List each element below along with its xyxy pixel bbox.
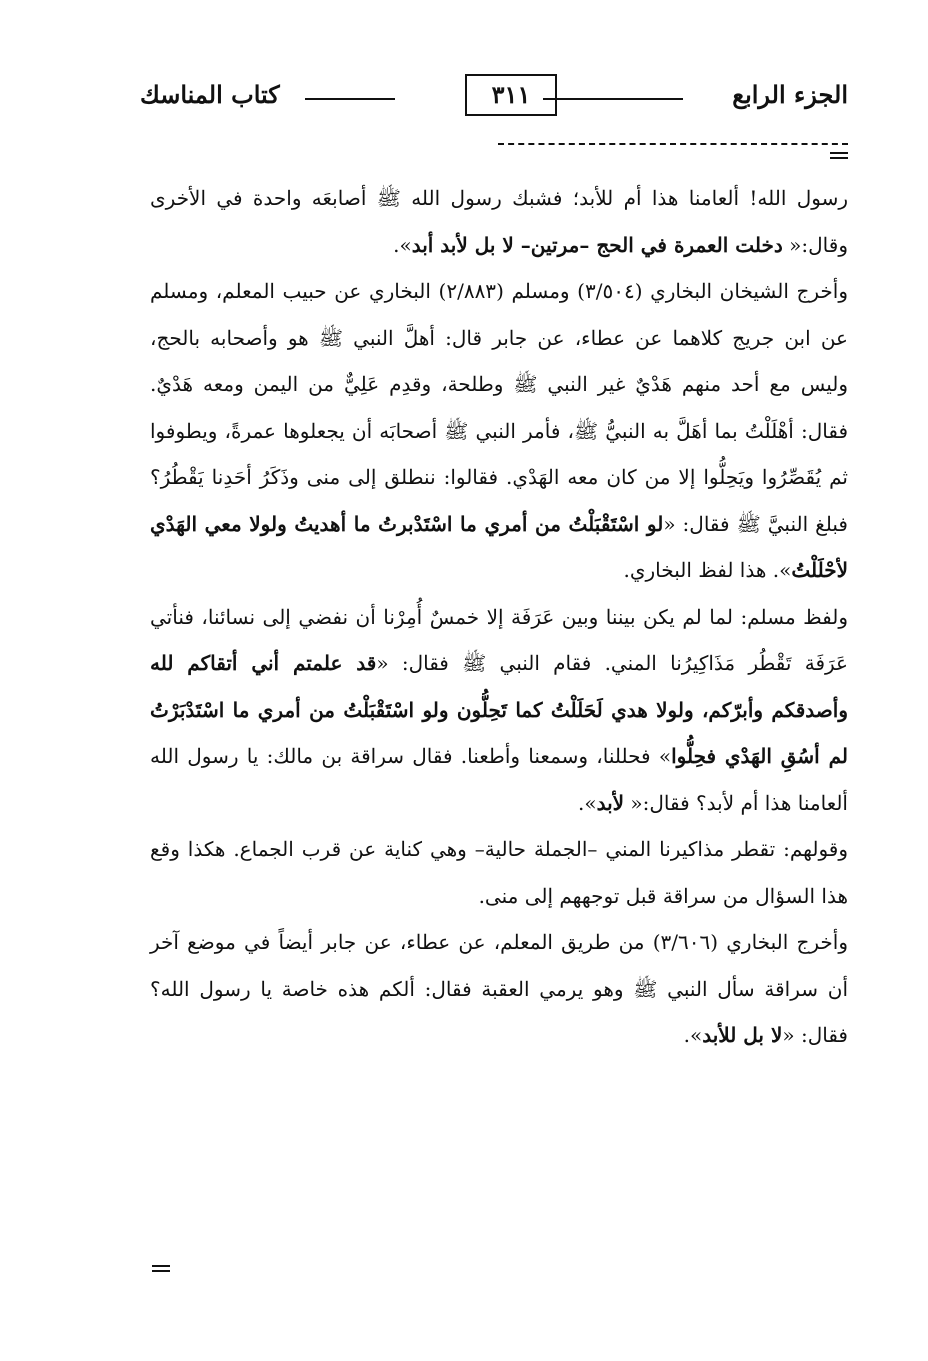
paragraph-2: وأخرج الشيخان البخاري (٣/٥٠٤) ومسلم (٢/٨٨٣) البخاري عن حبيب المعلم، ومسلم عن ابن جريج كلاهما عن عطاء، عن جابر قال: أهلَّ النبي ﷺ هو وأصحابه بالحج، وليس مع أحد منهم هَدْيٌ غير النبي ﷺ وطلحة، وقدِم عَلِيٌّ من اليمن ومعه هَدْيٌ. فقال: أهْلَلْتُ بما أهَلَّ به النبيُّ ﷺ، فأمر النبي ﷺ أصحابَه أن يجعلوها عمرةً، ويطوفوا ثم يُقَصِّرُوا ويَحِلُّوا إلا من كان معه الهَدْي. فقالوا: ننطلق إلى منى وذَكَرُ أحَدِنا يَقْطُرُ؟ فبلغ النبيَّ ﷺ فقال: «لو اسْتَقْبَلْتُ من أمري ما اسْتَدْبرتُ ما أهديتُ ولولا معي الهَدْي لأحْلَلْتُ». هذا لفظ البخاري. <box>150 279 848 582</box>
body-text <box>150 175 848 1059</box>
paragraph-1: رسول الله! ألعامنا هذا أم للأبد؛ فشبك رسول الله ﷺ أصابعَه واحدة في الأخرى وقال:« دخلت العمرة في الحج –مرتين– لا بل لأبد أبد». <box>150 186 848 257</box>
part-label: الجزء الرابع <box>732 80 848 109</box>
paragraph-4: وقولهم: تقطر مذاكيرنا المني –الجملة حالية– وهي كناية عن قرب الجماع. هكذا وقع هذا السؤال من سراقة قبل توجههم إلى منى. <box>150 837 848 908</box>
page-number: ٣١١ <box>465 74 557 116</box>
separator-mark-top <box>830 152 848 162</box>
separator-mark-bottom <box>152 1265 170 1275</box>
quote-bold: قد علمتم أني أتقاكم لله وأصدقكم وأبرّكم، ولولا هدي لَحَلَلْتُ كما تَحِلُّون ولو اسْتَقْبَلْتُ من أمري ما اسْتَدْبَرْتُ لم أسُقِ الهَدْي فحِلُّوا <box>150 651 848 768</box>
quote-bold: لأبد <box>596 790 625 815</box>
header-dashed-rule <box>498 143 848 145</box>
quote-bold: لا بل للأبد <box>702 1023 783 1047</box>
book-title: كتاب المناسك <box>140 80 280 109</box>
header-rule-right <box>543 98 683 100</box>
quote-bold: دخلت العمرة في الحج –مرتين– لا بل لأبد أبد <box>411 232 783 257</box>
header-rule-left <box>305 98 395 100</box>
quote-bold: لو اسْتَقْبَلْتُ من أمري ما اسْتَدْبرتُ ما أهديتُ ولولا معي الهَدْي لأحْلَلْتُ <box>150 511 848 582</box>
paragraph-3: ولفظ مسلم: لما لم يكن بيننا وبين عَرَفَة إلا خمسٌ أُمِرْنا أن نفضي إلى نسائنا، فنأتي عَرَفَة تَقْطُر مَذَاكِيرُنا المني. فقام النبي ﷺ فقال: «قد علمتم أني أتقاكم لله وأصدقكم وأبرّكم، ولولا هدي لَحَلَلْتُ كما تَحِلُّون ولو اسْتَقْبَلْتُ من أمري ما اسْتَدْبَرْتُ لم أسُقِ الهَدْي فحِلُّوا» فحللنا، وسمعنا وأطعنا. فقال سراقة بن مالك: يا رسول الله ألعامنا هذا أم لأبد؟ فقال:« لأبد». <box>150 604 848 815</box>
running-header <box>140 70 848 130</box>
paragraph-5: وأخرج البخاري (٣/٦٠٦) من طريق المعلم، عن عطاء، عن جابر أيضاً في موضع آخر أن سراقة سأل النبي ﷺ وهو يرمي العقبة فقال: ألكم هذه خاصة يا رسول الله؟ فقال: «لا بل للأبد». <box>150 930 848 1047</box>
